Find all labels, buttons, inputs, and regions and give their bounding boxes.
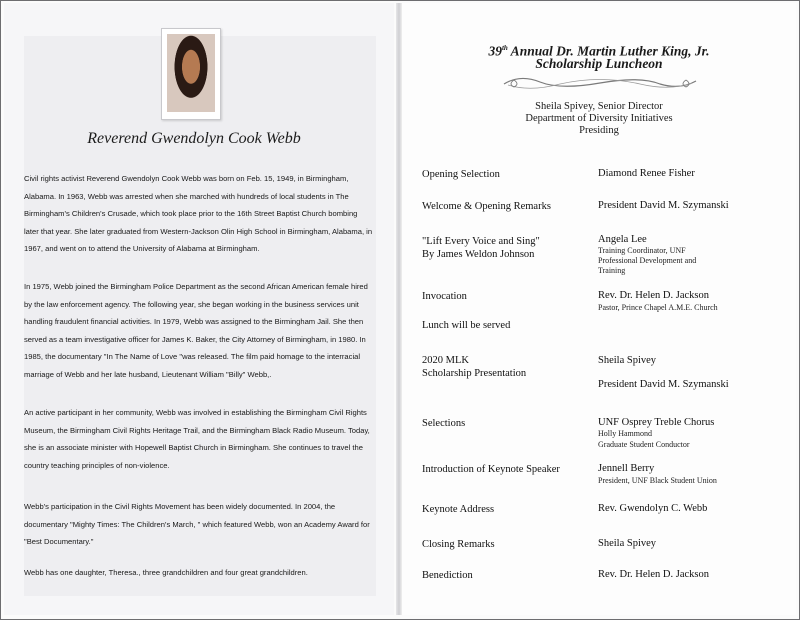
program-performer: Diamond Renee Fisher [598, 168, 695, 179]
event-title-ordinal: th [501, 44, 508, 52]
program-performer: Rev. Gwendolyn C. Webb [598, 503, 708, 514]
program-performer-detail: Holly Hammond [598, 429, 652, 438]
program-performer: President David M. Szymanski [598, 379, 729, 390]
event-title-number: 39 [488, 43, 502, 59]
bio-paragraph: Webb's participation in the Civil Rights Movement has been widely documented. In 2004, the documentary "Mighty Times: The Children's March, " which featured Webb, won an Academy Award for "Best Documentary." [24, 502, 370, 546]
program-performer-detail: Professional Development and [598, 256, 697, 265]
program-label: Keynote Address [422, 504, 495, 515]
program-performer-detail: Training [598, 266, 626, 275]
presider-name: Sheila Spivey, Senior Director [535, 101, 663, 112]
program-performer: Sheila Spivey [598, 355, 657, 366]
program-label: Benediction [422, 570, 473, 581]
program-performer: Jennell Berry [598, 463, 655, 474]
program-label-line2: Scholarship Presentation [422, 368, 527, 379]
portrait-photo [161, 28, 221, 120]
program-label: 2020 MLK [422, 355, 469, 366]
presider-role: Presiding [579, 125, 619, 136]
program-performer-detail: Pastor, Prince Chapel A.M.E. Church [598, 303, 718, 312]
program-label: Introduction of Keynote Speaker [422, 464, 560, 475]
portrait-image [167, 34, 215, 112]
program-performer: Rev. Dr. Helen D. Jackson [598, 569, 710, 580]
program-label: Invocation [422, 291, 467, 302]
program-performer-detail: Graduate Student Conductor [598, 440, 690, 449]
bio-paragraph: Civil rights activist Reverend Gwendolyn Cook Webb was born on Feb. 15, 1949, in Birmingham, Alabama. In 1963, Webb was arrested when she marched with hundreds of local students in The Birmingham's Children's Crusade, which took place prior to the 16th Street Baptist Church bombing later that year. She later graduated from Western-Jackson Olin High School in Birmingham, Alabama, in 1967, and went on to attend the University of Alabama at Birmingham. [24, 174, 373, 253]
decorative-flourish-icon [500, 72, 700, 94]
program-label: Closing Remarks [422, 539, 495, 550]
program-label: Opening Selection [422, 169, 500, 180]
program-performer: Sheila Spivey [598, 538, 657, 549]
presider-department: Department of Diversity Initiatives [525, 113, 673, 124]
bio-paragraph: Webb has one daughter, Theresa., three grandchildren and four great grandchildren. [24, 568, 308, 577]
bio-paragraph: An active participant in her community, Webb was involved in establishing the Birmingham Civil Rights Museum, the Birmingham Civil Rights Heritage Trail, and the Birmingham Black Radio Museum. Today, she is an associate minister with Hopewell Baptist Church in Birmingham. She continues to travel the country teaching principles of non-violence. [24, 408, 370, 470]
bio-title: Reverend Gwendolyn Cook Webb [87, 130, 301, 147]
program-label: Welcome & Opening Remarks [422, 201, 551, 212]
program-performer: UNF Osprey Treble Chorus [598, 417, 715, 428]
program-performer-detail: President, UNF Black Student Union [598, 476, 717, 485]
event-title-line2: Scholarship Luncheon [535, 56, 663, 71]
program-label: "Lift Every Voice and Sing" [422, 236, 540, 247]
program-label: Lunch will be served [422, 320, 511, 331]
program-label: Selections [422, 418, 466, 429]
bio-paragraph: In 1975, Webb joined the Birmingham Police Department as the second African American female hired by the law enforcement agency. The following year, she began working in the business services unit handling fraudulent financial activities. In 1979, Webb was assigned to the Birmingham Jail. She then served as a team investigative officer for James K. Baker, the City Attorney of Birmingham, in 1980. In 1985, the documentary "In The Name of Love "was released. The film paid homage to the interracial marriage of Webb and her late husband, Lieutenant William "Billy" Webb,. [24, 282, 368, 379]
program-label-line2: By James Weldon Johnson [422, 249, 535, 260]
event-title-rest: Annual Dr. Martin Luther King, Jr. [507, 43, 710, 59]
program-performer: Rev. Dr. Helen D. Jackson [598, 290, 710, 301]
program-performer-detail: Training Coordinator, UNF [598, 246, 686, 255]
program-performer: President David M. Szymanski [598, 200, 729, 211]
program-performer: Angela Lee [598, 234, 647, 245]
